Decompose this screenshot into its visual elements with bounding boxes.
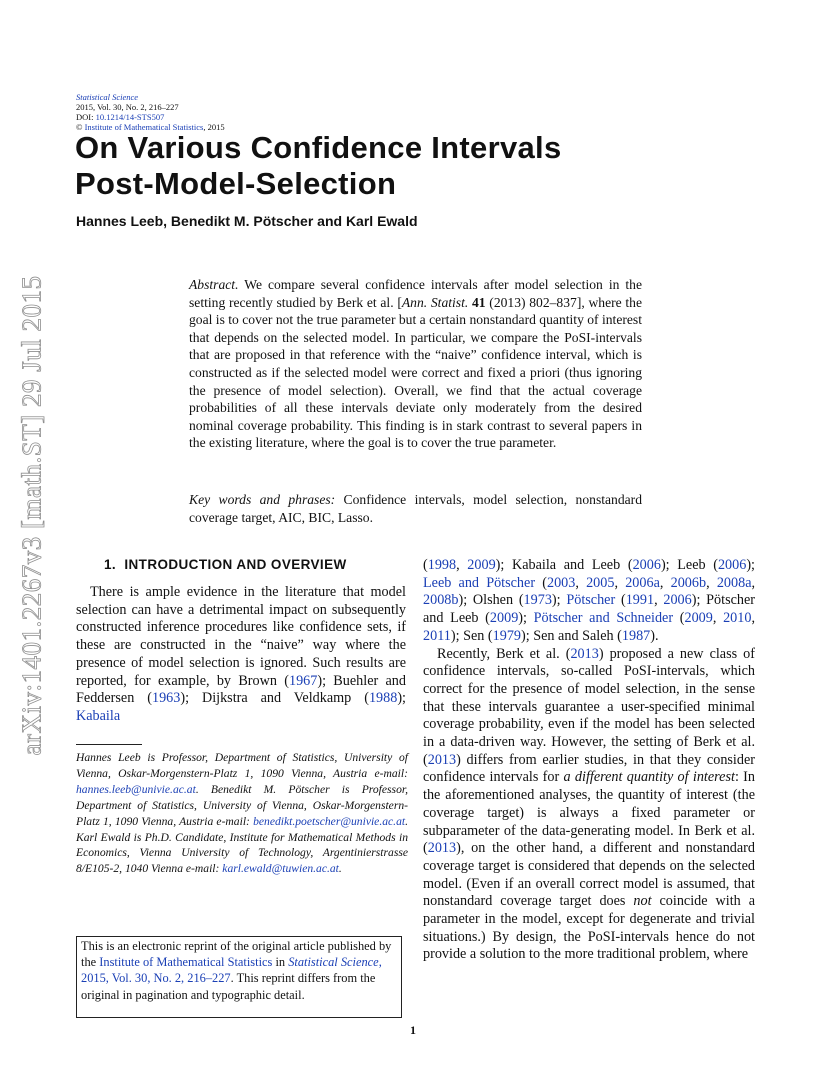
- citation-link[interactable]: 2006b: [670, 574, 707, 591]
- ref-text: (: [535, 574, 547, 591]
- abstract-volume: 41: [471, 294, 486, 310]
- abstract-journal-ref: Ann. Statist.: [401, 294, 469, 310]
- page-number: 1: [410, 1023, 416, 1037]
- intro-text: There is ample evidence in the literature that model selection can have a detrimental impact on subsequently constructed inference procedures like confidence sets, if these are constructed in the “naive” way where the presence of model selection is ignored. Such results are reported, for example, by Brown (: [76, 584, 406, 689]
- copyright-symbol: ©: [76, 122, 83, 132]
- body-text: ) differs from earlier studies, in that they consider confidence intervals for: [423, 751, 755, 786]
- footnote-rule: [76, 744, 142, 745]
- citation-link[interactable]: 1987: [621, 627, 651, 644]
- paper-title: [75, 130, 695, 202]
- intro-text: ); Buehler and Feddersen (: [76, 672, 406, 707]
- keywords-label: Key words and phrases:: [189, 492, 336, 507]
- citation-link[interactable]: 2005: [586, 574, 615, 591]
- author-footnote: [76, 750, 408, 877]
- ref-text: ,: [575, 574, 587, 591]
- ref-text: ); Kabaila and Leeb (: [495, 557, 633, 573]
- footnote-text: . Karl Ewald is Ph.D. Candidate, Institute for Mathematical Methods in Economics, Vienna University of Technology, Argentinierstrasse 8/E105-2, 1040 Vienna e-mail:: [76, 814, 408, 876]
- reprint-text: in: [272, 955, 289, 970]
- citation-link[interactable]: Leeb and Pötscher: [423, 574, 536, 591]
- citation-link[interactable]: Kabaila: [76, 707, 121, 724]
- citation-link[interactable]: 1967: [288, 672, 318, 689]
- citation-link[interactable]: 2009: [684, 610, 713, 627]
- ref-text: ,: [659, 574, 671, 591]
- citation-link[interactable]: Pötscher: [566, 592, 616, 609]
- ref-text: ,: [456, 557, 468, 573]
- abstract-text-b: (2013) 802–837], where the goal is to cover not the true parameter but a certain nonstandard quantity of interest that depends on the selected model. In particular, we compare the PoSI-intervals that are proposed in that reference with the “naive” confidence interval, which is constructed as if the selected model were correct and fixed a priori (thus ignoring the presence of model selection). Overall, we find that the actual coverage probabilities of all these intervals deviate only moderately from the desired nominal coverage probability. This finding is in stark contrast to several papers in the existing literature, where the goal is to cover the true parameter.: [189, 294, 642, 451]
- footnote-text: Hannes Leeb is Professor, Department of Statistics, University of Vienna, Oskar-Morgenstern-Platz 1, 1090 Vienna, Austria e-mail:: [76, 751, 408, 780]
- ref-text: ,: [706, 574, 717, 591]
- doi-line: [76, 112, 225, 122]
- publisher-link[interactable]: Institute of Mathematical Statistics: [84, 122, 204, 132]
- title-line-1: On Various Confidence Intervals: [75, 130, 562, 165]
- citation-link[interactable]: 2013: [570, 645, 599, 662]
- body-text: ) proposed a new class of confidence intervals, so-called PoSI-intervals, which correct for the presence of model selection, in the sense that these intervals guarantee a user-specified minimal coverage probability, even if the model has been selected in a data-driven way. However, the setting of Berk et al. (: [423, 645, 755, 768]
- ref-text: ).: [650, 627, 659, 644]
- ref-text: (: [423, 557, 428, 573]
- section-heading: [104, 557, 347, 572]
- email-link[interactable]: karl.ewald@tuwien.ac.at: [222, 862, 339, 876]
- reprint-notice: [76, 936, 402, 1018]
- journal-header: [76, 92, 225, 132]
- emphasis-text: not: [633, 893, 652, 910]
- journal-issue: 2015, Vol. 30, No. 2, 216–227: [76, 102, 179, 112]
- ref-text: (: [673, 610, 685, 627]
- ref-text: ); Pötscher and Leeb (: [423, 592, 756, 627]
- email-link[interactable]: benedikt.poetscher@univie.ac.at: [253, 814, 406, 828]
- intro-text: ); Dijkstra and Veldkamp (: [180, 690, 369, 707]
- ref-text: ); Sen and Saleh (: [521, 627, 622, 644]
- ref-text: ); Olshen (: [458, 592, 524, 609]
- ref-text: ,: [751, 574, 756, 591]
- body-text: ), on the other hand, a different and nonstandard coverage target is considered that depends on the selected model. (Even if an overall correct model is assumed, that nonstandard coverage target does: [423, 840, 755, 910]
- citation-link[interactable]: 2006: [663, 592, 692, 609]
- citation-link[interactable]: 2011: [423, 627, 451, 644]
- abstract-label: Abstract.: [189, 277, 239, 292]
- citation-link[interactable]: 2003: [546, 574, 576, 591]
- ref-text: ,: [654, 592, 664, 609]
- ref-text: );: [746, 557, 755, 573]
- authors: Hannes Leeb, Benedikt M. Pötscher and Karl Ewald: [76, 213, 418, 229]
- citation-link[interactable]: 2006: [632, 557, 661, 573]
- arxiv-stamp: [14, 255, 50, 775]
- ref-text: ,: [751, 610, 755, 627]
- citation-link[interactable]: 1973: [523, 592, 552, 609]
- reprint-text: This is an electronic reprint of the original article published by the: [81, 939, 392, 970]
- body-text: : In the aforementioned analyses, the quantity of interest (the coverage target) is always a fixed parameter or subparameter of the data-generating model. In Berk et al. (: [423, 769, 755, 857]
- abstract: [189, 276, 642, 452]
- citation-link[interactable]: 1963: [151, 690, 181, 707]
- citation-link[interactable]: 2013: [427, 840, 457, 857]
- footnote-text: .: [338, 862, 342, 876]
- citation-link[interactable]: 1991: [625, 592, 655, 609]
- citation-link[interactable]: 2008a: [716, 574, 752, 591]
- ref-text: ); Leeb (: [660, 557, 718, 573]
- ref-text: ); Sen (: [450, 627, 493, 644]
- ref-text: ,: [712, 610, 724, 627]
- citation-link[interactable]: Pötscher and Schneider: [533, 610, 674, 627]
- keywords-text: Confidence intervals, model selection, nonstandard coverage target, AIC, BIC, Lasso.: [189, 492, 643, 525]
- section-number: 1.: [104, 557, 117, 572]
- section-title: INTRODUCTION AND OVERVIEW: [124, 557, 347, 572]
- right-column: [423, 557, 755, 964]
- reprint-text: . This reprint differs from the original in pagination and typographic detail.: [81, 971, 376, 1002]
- publisher-link[interactable]: Institute of Mathematical Statistics: [99, 955, 273, 970]
- left-column: [76, 584, 406, 726]
- ref-text: );: [551, 592, 567, 609]
- citation-link[interactable]: 2006a: [625, 574, 660, 591]
- citation-link[interactable]: 1979: [492, 627, 522, 644]
- intro-text: );: [397, 690, 406, 707]
- doi-prefix: DOI:: [76, 112, 96, 122]
- ref-text: ,: [614, 574, 626, 591]
- keywords: [189, 491, 642, 526]
- body-text: coincide with a parameter in the model, except for degenerate and trivial situations.) By design, the PoSI-intervals hence do not provide a solution to the more traditional problem, where: [423, 893, 755, 963]
- arxiv-id: arXiv:1401.2267v3 [math.ST] 29 Jul 2015: [16, 275, 47, 755]
- emphasis-text: a different quantity of interest: [563, 769, 735, 786]
- body-text: Recently, Berk et al. (: [437, 645, 571, 662]
- citation-link[interactable]: 1988: [368, 690, 398, 707]
- journal-name-link[interactable]: Statistical Science: [76, 92, 139, 102]
- footnote-text: . Benedikt M. Pötscher is Professor, Department of Statistics, University of Vienna, Oskar-Morgenstern-Platz 1, 1090 Vienna, Austria e-mail:: [76, 782, 408, 828]
- citation-link[interactable]: 2010: [723, 610, 752, 627]
- citation-link[interactable]: 2009: [489, 610, 519, 627]
- email-link[interactable]: hannes.leeb@univie.ac.at: [76, 782, 196, 796]
- citation-link[interactable]: 2006: [717, 557, 747, 573]
- citation-link[interactable]: 2009: [467, 557, 496, 573]
- abstract-text-a: We compare several confidence intervals after model selection in the setting recently studied by Berk et al. [: [189, 277, 642, 310]
- ref-text: (: [615, 592, 626, 609]
- doi-link[interactable]: 10.1214/14-STS507: [95, 112, 165, 122]
- title-line-2: Post-Model-Selection: [75, 166, 397, 201]
- copyright-year: , 2015: [203, 122, 225, 132]
- citation-link[interactable]: 2008b: [423, 592, 459, 609]
- journal-link-name: Statistical Science: [288, 955, 379, 970]
- ref-text: );: [518, 610, 534, 627]
- journal-link-rest: , 2015, Vol. 30, No. 2, 216–227: [81, 955, 382, 986]
- citation-link[interactable]: 2013: [427, 751, 457, 768]
- citation-link[interactable]: 1998: [427, 557, 457, 573]
